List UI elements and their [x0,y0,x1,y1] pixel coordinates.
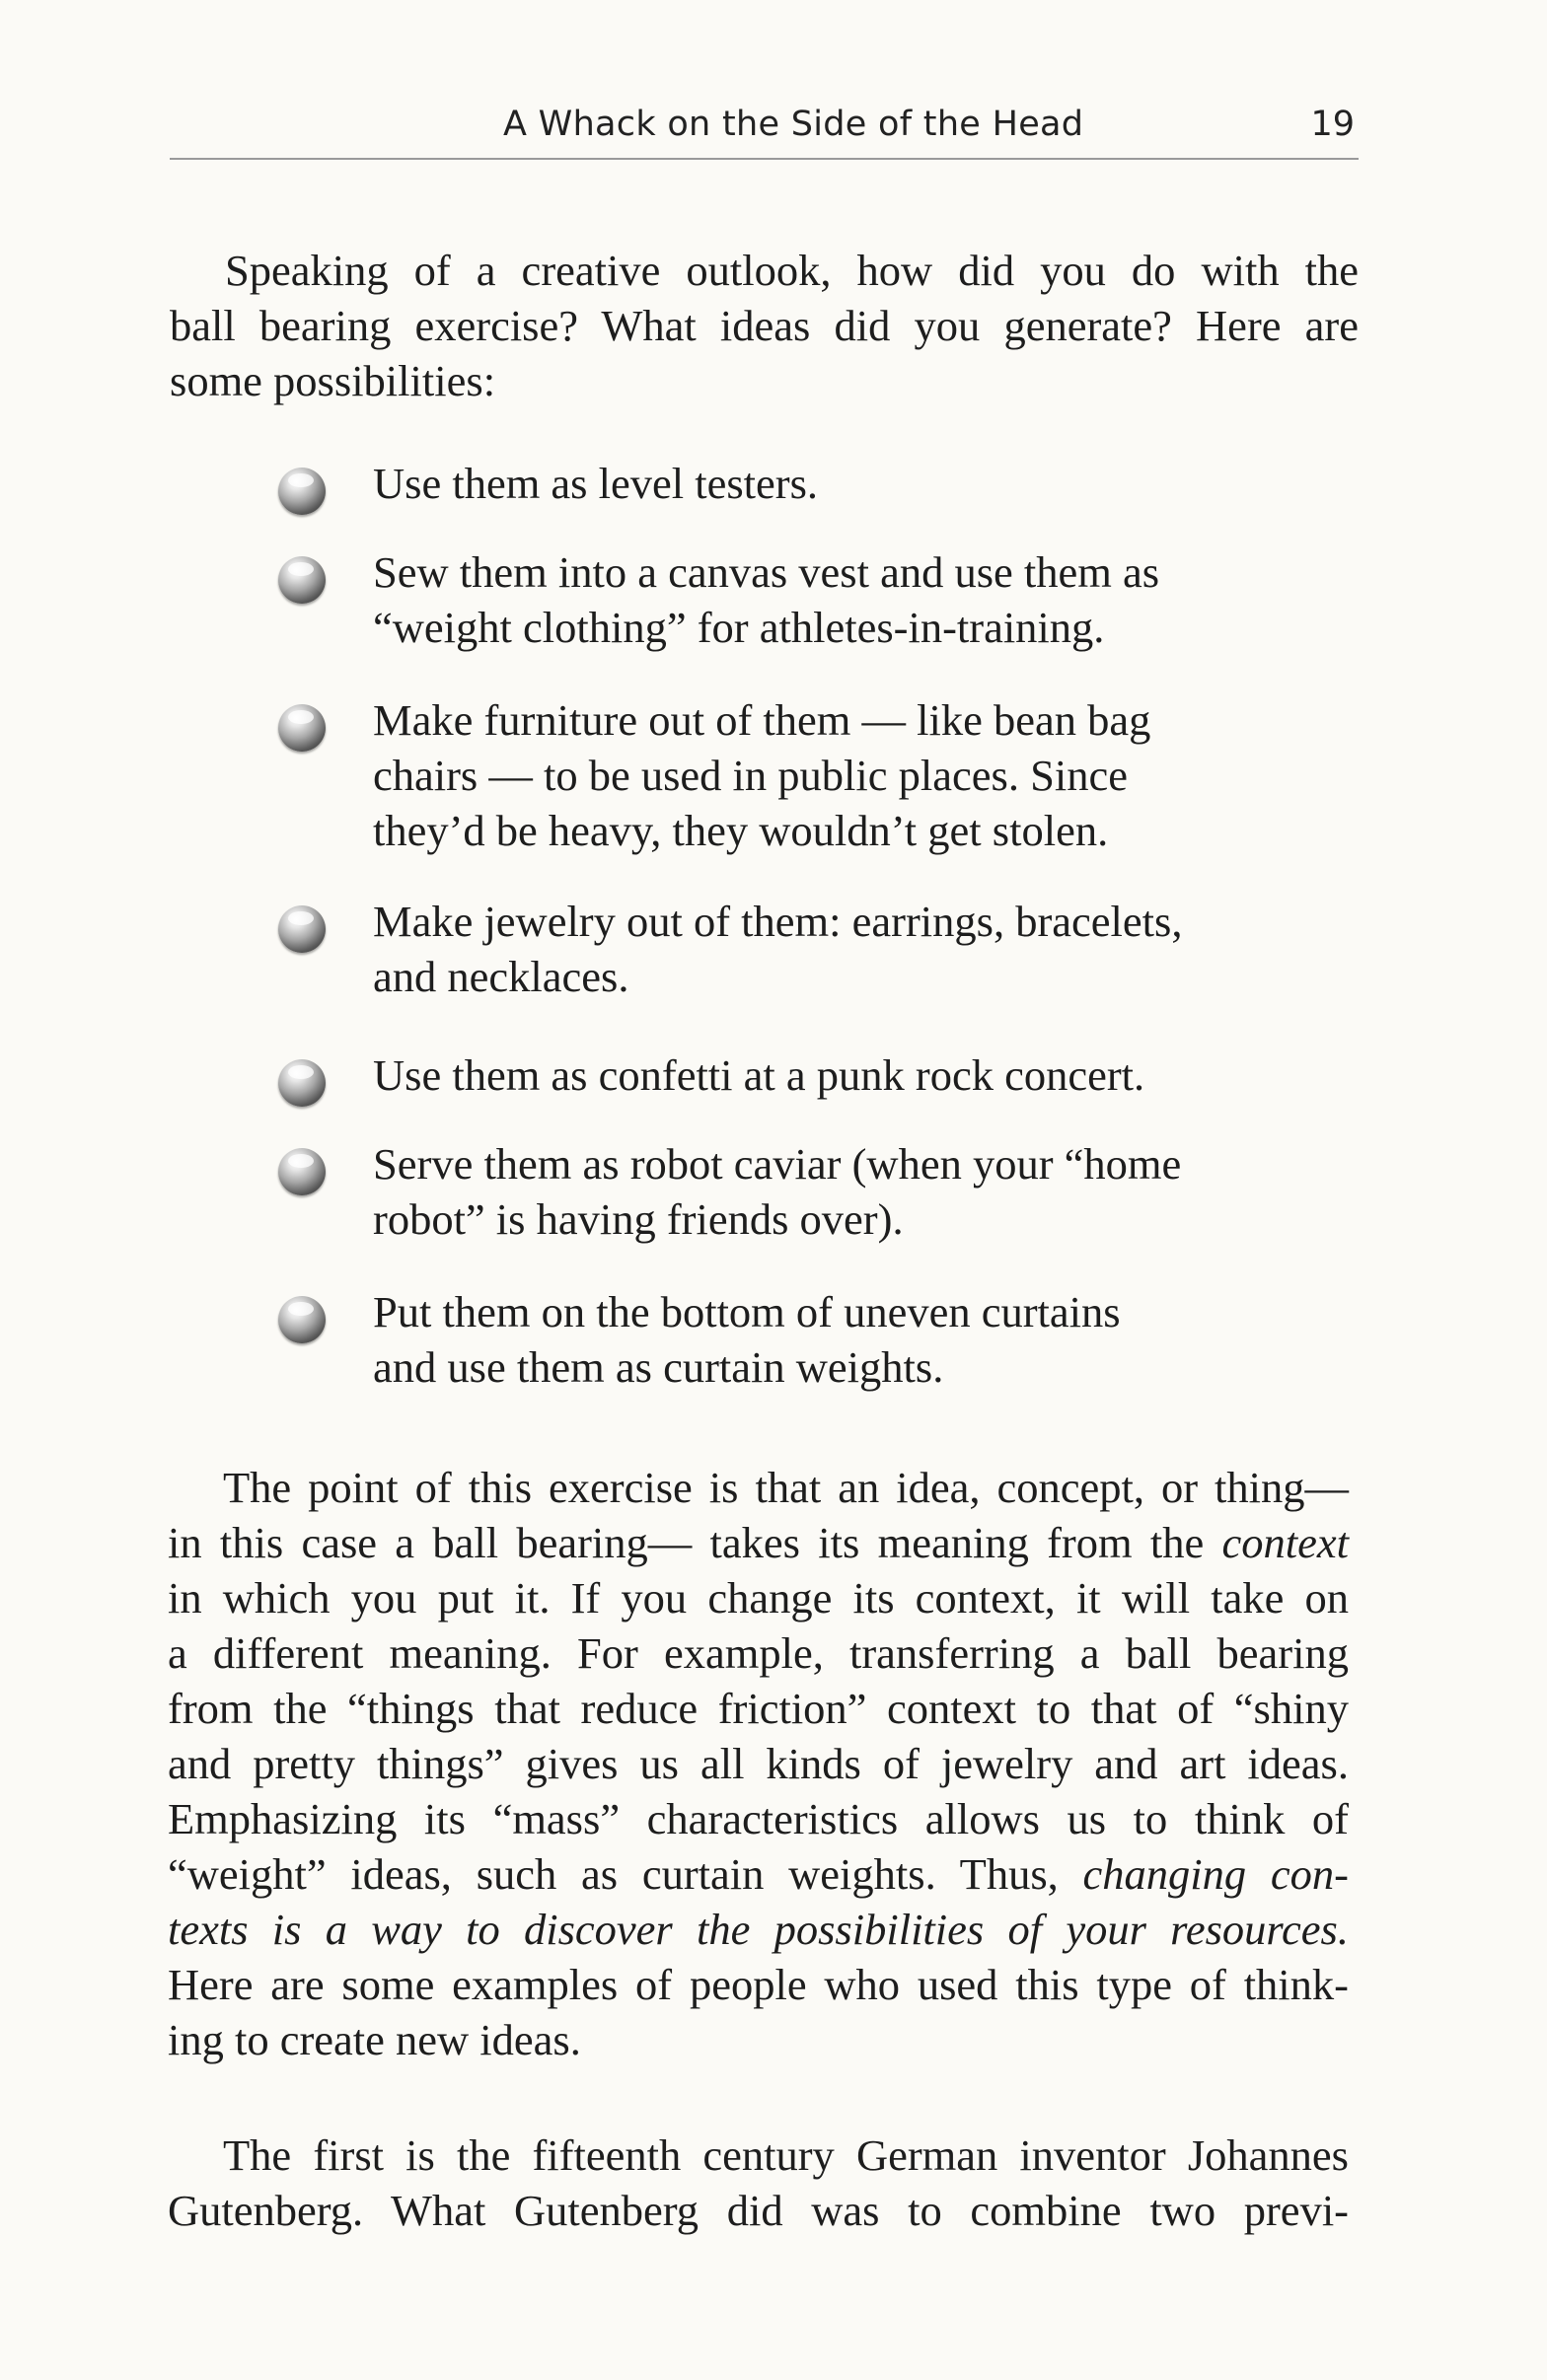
paragraph-line: from the “things that reduce friction” context to that of “shiny [168,1684,1349,1733]
list-item-line: and use them as curtain weights. [373,1342,944,1392]
intro-line: ball bearing exercise? What ideas did you generate? Here are [170,301,1359,350]
list-item-line: Use them as level testers. [373,459,819,508]
list-item-line: they’d be heavy, they wouldn’t get stolen. [373,806,1109,855]
ball-bearing-icon [278,1296,326,1343]
gutenberg-paragraph [168,2128,1349,2238]
paragraph-line: and pretty things” gives us all kinds of jewelry and art ideas. [168,1739,1349,1788]
ball-bearing-icon [278,1059,326,1107]
paragraph-line: The first is the fifteenth century German inventor Johannes [223,2130,1349,2180]
paragraph-line: ing to create new ideas. [168,2015,581,2064]
paragraph-line: a different meaning. For example, transferring a ball bearing [168,1628,1349,1678]
paragraph-text: in this case a ball bearing— takes its meaning from the [168,1518,1222,1567]
list-item-line: Put them on the bottom of uneven curtains [373,1287,1121,1336]
list-item-line: “weight clothing” for athletes-in-training. [373,603,1105,652]
intro-line: some possibilities: [170,356,496,405]
list-item-line: Use them as confetti at a punk rock concert. [373,1050,1145,1100]
list-item-line: Make furniture out of them — like bean bag [373,695,1151,745]
list-item-line: chairs — to be used in public places. Since [373,751,1128,800]
paragraph-line: Emphasizing its “mass” characteristics allows us to think of [168,1794,1349,1843]
list-item-line: Sew them into a canvas vest and use them as [373,547,1160,597]
paragraph-line: The point of this exercise is that an idea, concept, or thing— [223,1463,1349,1512]
list-item-line: robot” is having friends over). [373,1194,904,1244]
paragraph-line [168,1846,1349,1902]
list-item-line: Serve them as robot caviar (when your “home [373,1139,1182,1189]
emphasis-text: texts is a way to discover the possibilities of your resources. [168,1905,1349,1954]
ball-bearing-icon [278,1148,326,1195]
paragraph-text: “weight” ideas, such as curtain weights. Thus, [168,1849,1083,1899]
point-paragraph [168,1460,1349,2067]
emphasis-text: changing con- [1082,1849,1349,1899]
emphasis-text: context [1221,1518,1349,1567]
paragraph-line: Gutenberg. What Gutenberg did was to combine two previ- [168,2186,1349,2235]
ball-bearing-icon [278,468,326,515]
intro-line: Speaking of a creative outlook, how did you do with the [225,246,1359,295]
list-item-line: Make jewelry out of them: earrings, bracelets, [373,897,1183,946]
paragraph-line: in which you put it. If you change its context, it will take on [168,1573,1349,1623]
paragraph-line [168,1902,1349,1957]
page-number: 19 [1310,105,1355,144]
list-item-line: and necklaces. [373,952,629,1001]
running-head-title: A Whack on the Side of the Head [503,105,1084,144]
ball-bearing-icon [278,556,326,604]
paragraph-line [168,1515,1349,1570]
paragraph-line: Here are some examples of people who used this type of think- [168,1960,1349,2009]
intro-paragraph [170,243,1359,408]
ball-bearing-icon [278,704,326,752]
running-head [170,97,1359,160]
ball-bearing-icon [278,905,326,953]
